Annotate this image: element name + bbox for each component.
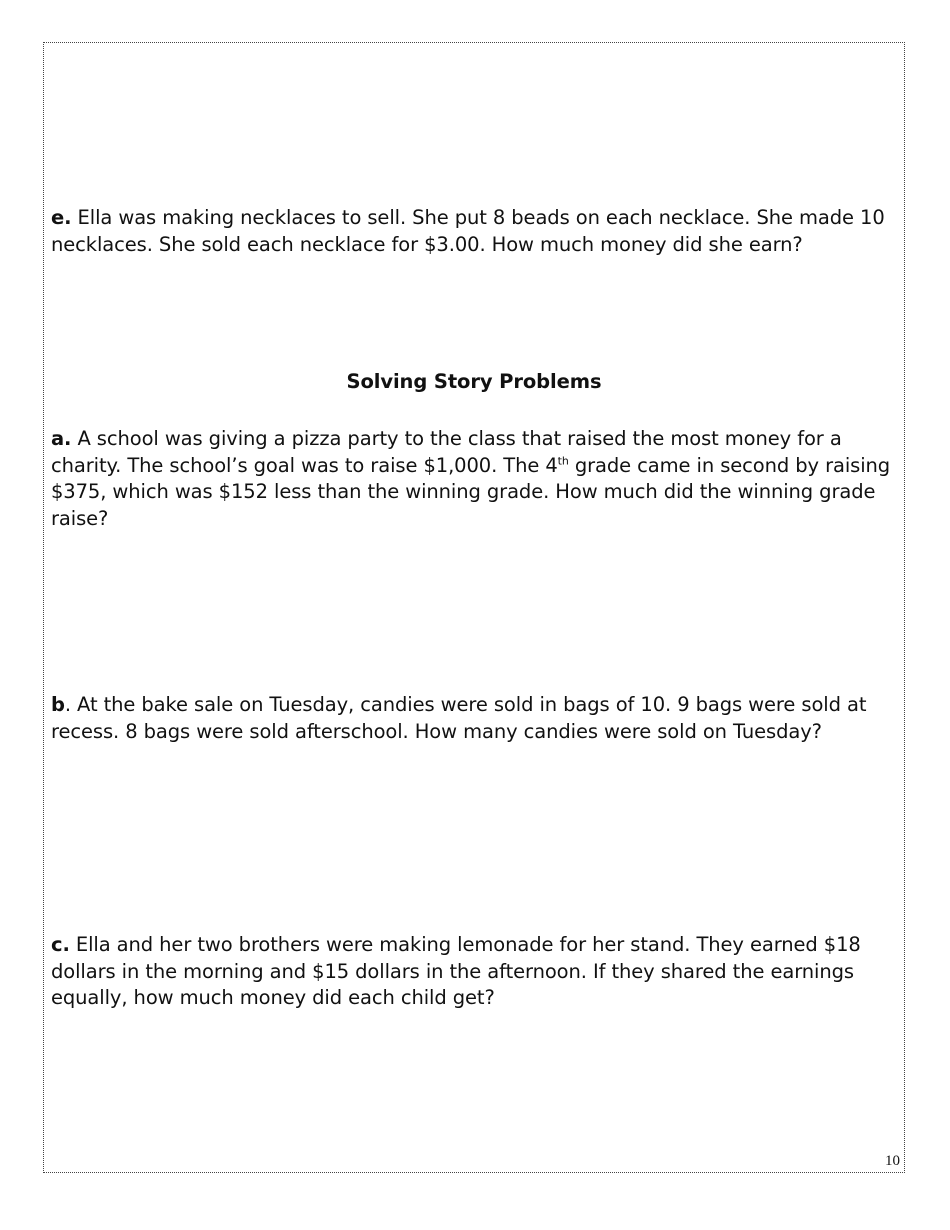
- problem-e-label: e.: [51, 206, 72, 229]
- problem-a-superscript: th: [557, 454, 569, 467]
- problem-b-text: . At the bake sale on Tuesday, candies were sold in bags of 10. 9 bags were sold at recess. 8 bags were sold afterschool. How many candies were sold on Tuesday?: [51, 693, 867, 743]
- section-title: Solving Story Problems: [346, 370, 602, 393]
- page-number: 10: [885, 1153, 900, 1169]
- problem-a-text-after: grade came in second by raising $375, which was $152 less than the winning grade. How much did the winning grade raise?: [51, 453, 891, 530]
- problem-c: [51, 932, 903, 1012]
- problem-a-label: a.: [51, 427, 72, 450]
- problem-a: [51, 426, 903, 532]
- problem-e: [51, 205, 903, 258]
- problem-e-text: Ella was making necklaces to sell. She put 8 beads on each necklace. She made 10 necklaces. She sold each necklace for $3.00. How much money did she earn?: [51, 206, 885, 256]
- problem-c-label: c.: [51, 933, 70, 956]
- problem-b: [51, 692, 903, 745]
- problem-b-label: b: [51, 693, 65, 716]
- problem-c-text: Ella and her two brothers were making lemonade for her stand. They earned $18 dollars in the morning and $15 dollars in the afternoon. If they shared the earnings equally, how much money did each child get?: [51, 933, 861, 1009]
- problem-a-text-before: A school was giving a pizza party to the class that raised the most money for a charity. The school’s goal was to raise $1,000. The 4: [51, 427, 842, 477]
